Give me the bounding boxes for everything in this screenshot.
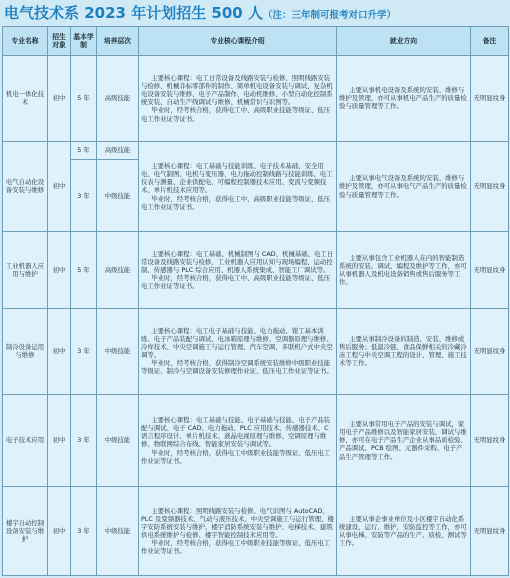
remark: 无明显纹身 — [471, 232, 509, 309]
career-direction: 主要从事企事业单位及小区楼宇自动化系统建设、运行、维护，安防监控等工作，亦可从事电梯、安防等产品的生产、质检、测试等工作。 — [337, 487, 471, 576]
career-direction: 主要从事电气设备及系统的安装、维修与维护及管理，亦可从事电气产品生产的质量检验与质量管理等工作。 — [337, 141, 471, 232]
training-level: 高级技能 — [97, 56, 139, 142]
table-row — [3, 56, 509, 142]
table-header-row — [3, 27, 509, 56]
header-cell: 基本学制 — [71, 27, 97, 56]
study-years: 3 年 — [71, 487, 97, 576]
core-courses-text: 主要核心课程：电工电子基础与技能、电力拖动、钳工基本训练、电子产品装配与调试、电冰箱原理与维修、空调器原理与维修、冷库技术、中央空调施工与运行管理、汽车空调、多联机户式中央空调等。 — [141, 326, 333, 360]
training-level: 高级技能 — [97, 232, 139, 309]
career-direction: 主要从事常用电子产品的安装与调试，家用电子产品维修以及智能家居安装、调试与维修，亦可在电子产品生产企业从事品质检验、产品调试、PCB 绘图、元器件采购、电子产品生产管理等工作。 — [337, 394, 471, 487]
core-courses — [139, 141, 337, 232]
enrollment-table — [2, 26, 509, 576]
training-level: 中级技能 — [97, 159, 139, 232]
study-years: 3 年 — [71, 394, 97, 487]
header-cell: 专业核心课程介绍 — [139, 27, 337, 56]
certificate-text: 毕业时，经考核合格，获得制冷空调系统安装维修中级职业技能等级证、制冷与空调设备安装修理作业证、低压电工作业证等证书。 — [141, 359, 333, 376]
major-name: 楼宇自动控制设备安装与维护 — [3, 487, 48, 576]
page-title — [0, 0, 510, 26]
major-name: 电气自动化设备安装与维修 — [3, 141, 48, 232]
remark: 无明显纹身 — [471, 487, 509, 576]
remark: 无明显纹身 — [471, 56, 509, 142]
core-courses-text: 主要核心课程：电工基础与技能训练、电子技术基础、安全用电、电气制图、电机与变压器、电力拖动控制线路与技能训练、电工仪表与测量、企业供配电、可编程控制器技术应用、变流与变频技术、单片机技术应用等。 — [141, 162, 333, 195]
major-name: 工业机器人应用与维护 — [3, 232, 48, 309]
header-cell: 备注 — [471, 27, 509, 56]
core-courses-text: 主要核心课程：电工基础、机械制图与 CAD、机械基础、电工日常设备及线路安装与检修、工业机器人应用认知与现场编程、运动控制、传感器与 PLC 综合应用、机器人系统集成、智能工厂调试等。 — [141, 249, 334, 275]
enroll-target: 初中 — [48, 232, 71, 309]
enroll-target: 初中 — [48, 141, 71, 232]
table-row — [3, 232, 509, 309]
header-cell: 招生对象 — [48, 27, 71, 56]
table-row — [3, 394, 509, 487]
certificate-text: 毕业时，经考核合格，获得电工中、高级职业技能等级证、低压电工作业证等证书。 — [141, 194, 331, 211]
enroll-target: 初中 — [48, 394, 71, 487]
career-direction: 主要从事包含工业机器人在内的智能制造系统的安装、调试、编程及维护等工作，亦可从事机器人及机电设备销售或售后服务等工作。 — [337, 232, 471, 309]
career-direction: 主要从事机电设备及系统的安装、维修与维护及管理，亦可从事机电产品生产的质量检验与质量管理等工作。 — [337, 56, 471, 142]
certificate-text: 毕业时，经考核合格，获得电工中级职业技能等级证、低压电工作业证等证书。 — [141, 539, 331, 556]
table-row — [3, 308, 509, 394]
enroll-target: 初中 — [48, 487, 71, 576]
core-courses — [139, 487, 337, 576]
remark: 无明显纹身 — [471, 308, 509, 394]
study-years: 5 年 — [71, 141, 97, 159]
certificate-text: 毕业时，经考核合格，获得电工中、高级职业技能等级证、低压电工作业证等证书。 — [141, 106, 331, 123]
major-name: 电子技术应用 — [3, 394, 48, 487]
core-courses-text: 主要核心课程：照明线路安装与检修、电气识图与 AutoCAD、PLC 及变频器技术、气动与液压技术、中央空调施工与运行管理、楼宇安防系统安装与维护、楼宇消防系统安装与维护、电梯技术、建筑供电系统维护与检修、楼宇智能控制技术应用等。 — [141, 506, 334, 540]
remark: 无明显纹身 — [471, 394, 509, 487]
study-years: 5 年 — [71, 56, 97, 142]
core-courses — [139, 56, 337, 142]
header-cell: 就业方向 — [337, 27, 471, 56]
certificate-text: 毕业时，经考核合格，获得电工中、高级职业技能等级证、低压电工作业证等证书。 — [141, 274, 331, 291]
remark: 无明显纹身 — [471, 141, 509, 232]
study-years: 3 年 — [71, 159, 97, 232]
major-name: 制冷设备运用与维修 — [3, 308, 48, 394]
core-courses-text: 主要核心课程：电工基础与技能、电子基础与技能、电子产品装配与调试、电子 CAD、电力拖动、PLC 应用技术、传感器技术、C 语言程序设计、单片机技术、液晶电视原理与维修、空调原理与维修、物联网综合布线、智能家居安装与调试等。 — [141, 416, 331, 449]
title-main: 电气技术系 2023 年计划招生 500 人 — [4, 4, 263, 22]
header-cell: 专业名称 — [3, 27, 48, 56]
title-note: （注：三年制可报考对口升学） — [262, 10, 396, 21]
enroll-target: 初中 — [48, 308, 71, 394]
core-courses-text: 主要核心课程：电工日常设备及线路安装与检修、照明线路安装与检修、机械非标零部件的制作、简单机电设备安装与调试、复杂机电设备安装与维修、电子产品制作、电动机维修、小型自动化控制系统安装、自动生产线调试与维修、机械常识与识图等。 — [141, 74, 333, 107]
core-courses — [139, 394, 337, 487]
table-row — [3, 487, 509, 576]
major-name: 机电一体化技术 — [3, 56, 48, 142]
training-level: 中级技能 — [97, 308, 139, 394]
certificate-text: 毕业时，经考核合格，获得电工中级职业技能等级证、低压电工作业证等证书。 — [141, 448, 331, 465]
training-level: 高级技能 — [97, 141, 139, 159]
study-years: 3 年 — [71, 308, 97, 394]
header-cell: 培养层次 — [97, 27, 139, 56]
enroll-target: 初中 — [48, 56, 71, 142]
core-courses — [139, 308, 337, 394]
study-years: 5 年 — [71, 232, 97, 309]
table-row — [3, 141, 509, 159]
training-level: 中级技能 — [97, 487, 139, 576]
career-direction: 主要从事制冷设备的制造、安装、维修或售后服务；低温冷链、食品保鲜相关的冷藏冷冻工程与中央空调工程的设计、管理、施工技术等工作。 — [337, 308, 471, 394]
core-courses — [139, 232, 337, 309]
training-level: 中级技能 — [97, 394, 139, 487]
